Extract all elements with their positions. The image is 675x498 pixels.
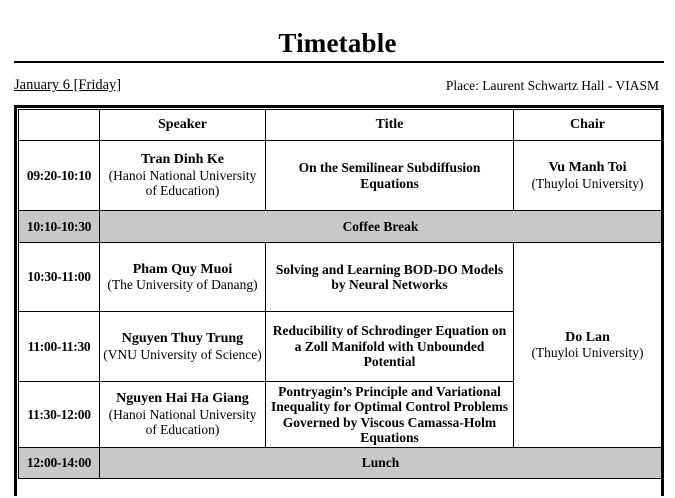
speaker-name: Nguyen Hai Ha Giang — [116, 391, 249, 407]
speaker-affiliation: (Hanoi National University of Education) — [108, 406, 257, 438]
header-title: Title — [266, 110, 514, 141]
time-cell: 10:30-11:00 — [19, 243, 100, 312]
time-cell: 11:00-11:30 — [19, 312, 100, 382]
break-row — [19, 448, 662, 479]
title-divider — [14, 61, 664, 63]
place-label: Place: Laurent Schwartz Hall - VIASM — [445, 78, 659, 93]
table-row — [19, 141, 662, 211]
speaker-cell — [100, 312, 266, 382]
table-header-row — [19, 110, 662, 141]
header-time — [19, 110, 100, 141]
chair-cell — [514, 243, 662, 448]
chair-affiliation: (Thuyloi University) — [531, 345, 644, 360]
timetable — [18, 109, 662, 479]
speaker-affiliation: (Hanoi National University of Education) — [108, 167, 257, 199]
time-cell: 09:20-10:10 — [19, 141, 100, 211]
speaker-cell — [100, 141, 266, 211]
talk-title: Pontryagin’s Principle and Variational Inequality for Optimal Control Problems Governed by Viscous Camassa-Holm Equations — [266, 382, 514, 448]
time-cell: 11:30-12:00 — [19, 382, 100, 448]
talk-title: Reducibility of Schrodinger Equation on a Zoll Manifold with Unbounded Potential — [266, 312, 514, 382]
speaker-cell — [100, 382, 266, 448]
speaker-cell — [100, 243, 266, 312]
time-cell: 10:10-10:30 — [19, 211, 100, 243]
header-speaker: Speaker — [100, 110, 266, 141]
date-label: January 6 [Friday] — [14, 77, 122, 93]
chair-name: Vu Manh Toi — [548, 160, 627, 175]
speaker-name: Nguyen Thuy Trung — [121, 331, 244, 346]
speaker-affiliation: (VNU University of Science) — [103, 346, 262, 362]
talk-title: On the Semilinear Subdiffusion Equations — [266, 141, 514, 211]
speaker-name: Pham Quy Muoi — [132, 261, 233, 277]
break-label: Lunch — [100, 448, 662, 479]
page-title: Timetable — [278, 28, 397, 58]
talk-title: Solving and Learning BOD-DO Models by Neural Networks — [266, 243, 514, 312]
break-label: Coffee Break — [100, 211, 662, 243]
speaker-affiliation: (The University of Danang) — [107, 277, 258, 292]
break-row — [19, 211, 662, 243]
chair-name: Do Lan — [565, 329, 610, 345]
speaker-name: Tran Dinh Ke — [141, 152, 224, 168]
header-chair: Chair — [514, 110, 662, 141]
table-row — [19, 243, 662, 312]
time-cell: 12:00-14:00 — [19, 448, 100, 479]
chair-affiliation: (Thuyloi University) — [531, 175, 644, 191]
chair-cell — [514, 141, 662, 211]
